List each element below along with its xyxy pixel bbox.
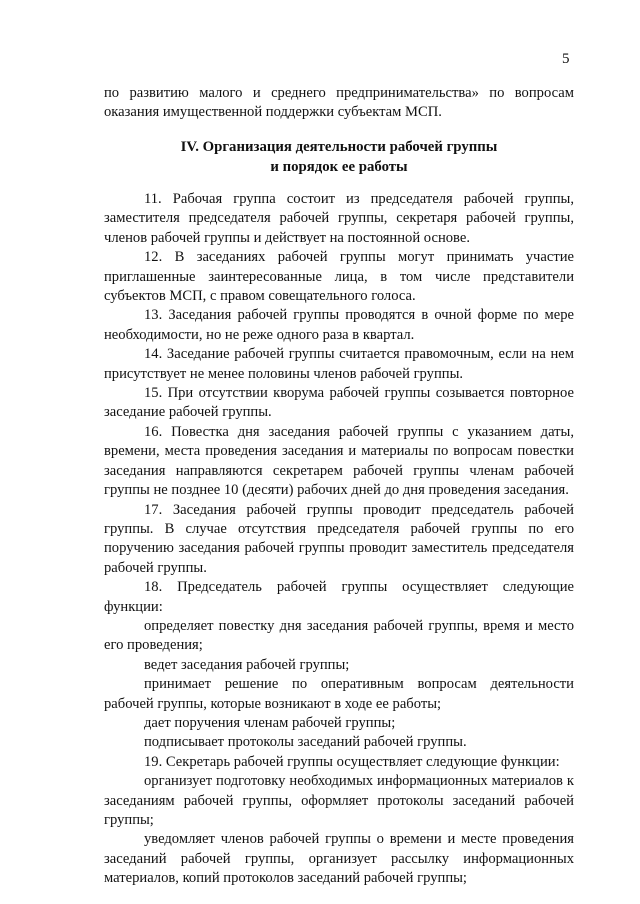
page-number: 5 (562, 51, 570, 67)
paragraph-11: 11. Рабочая группа состоит из председателя рабочей группы, заместителя председателя рабочей группы, секретаря рабочей группы, членов рабочей группы и действует на постоянной основе. (104, 191, 574, 246)
paragraph-18: 18. Председатель рабочей группы осуществляет следующие функции: (104, 579, 574, 615)
chair-function-conduct: ведет заседания рабочей группы; (144, 656, 350, 673)
paragraph-17: 17. Заседания рабочей группы проводит председатель рабочей группы. В случае отсутствия председателя рабочей группы по его поручению заседания рабочей группы проводит заместитель председателя рабочей группы. (104, 501, 574, 576)
paragraph-15: 15. При отсутствии кворума рабочей группы созывается повторное заседание рабочей группы. (104, 385, 574, 421)
chair-function-agenda: определяет повестку дня заседания рабочей группы, время и место его проведения; (104, 617, 574, 654)
paragraph-13: 13. Заседания рабочей группы проводятся в очной форме по мере необходимости, но не реже одного раза в квартал. (104, 307, 574, 343)
section-title-line-1: IV. Организация деятельности рабочей группы (180, 139, 498, 155)
section-body (104, 190, 574, 889)
chair-function-instructions: дает поручения членам рабочей группы; (144, 714, 396, 731)
paragraph-16: 16. Повестка дня заседания рабочей группы с указанием даты, времени, места проведения заседания и материалы по вопросам повестки заседания направляются секретарем рабочей группы членам рабочей группы не позднее 10 (десяти) рабочих дней до дня проведения заседания. (104, 423, 574, 499)
paragraph-12: 12. В заседаниях рабочей группы могут принимать участие приглашенные заинтересованные лица, в том числе представители субъектов МСП, с правом совещательного голоса. (104, 249, 574, 305)
chair-function-sign-minutes: подписывает протоколы заседаний рабочей группы. (144, 734, 467, 751)
section-title-line-2: и порядок ее работы (270, 158, 408, 175)
intro-text: по развитию малого и среднего предпринимательства» по вопросам оказания имущественной поддержки субъектам МСП. (104, 85, 574, 121)
paragraph-19: 19. Секретарь рабочей группы осуществляет следующие функции: (144, 753, 560, 770)
section-heading (104, 138, 574, 177)
secretary-function-notify: уведомляет членов рабочей группы о времени и месте проведения заседаний рабочей группы, организует рассылку информационных материалов, копий протоколов заседаний рабочей группы; (104, 831, 574, 887)
intro-paragraph (104, 84, 574, 123)
paragraph-14: 14. Заседание рабочей группы считается правомочным, если на нем присутствует не менее половины членов рабочей группы. (104, 346, 574, 382)
secretary-function-materials: организует подготовку необходимых информационных материалов к заседаниям рабочей группы, оформляет протоколы заседаний рабочей группы; (104, 773, 574, 828)
chair-function-decisions: принимает решение по оперативным вопросам деятельности рабочей группы, которые возникают в ходе ее работы; (104, 676, 574, 712)
